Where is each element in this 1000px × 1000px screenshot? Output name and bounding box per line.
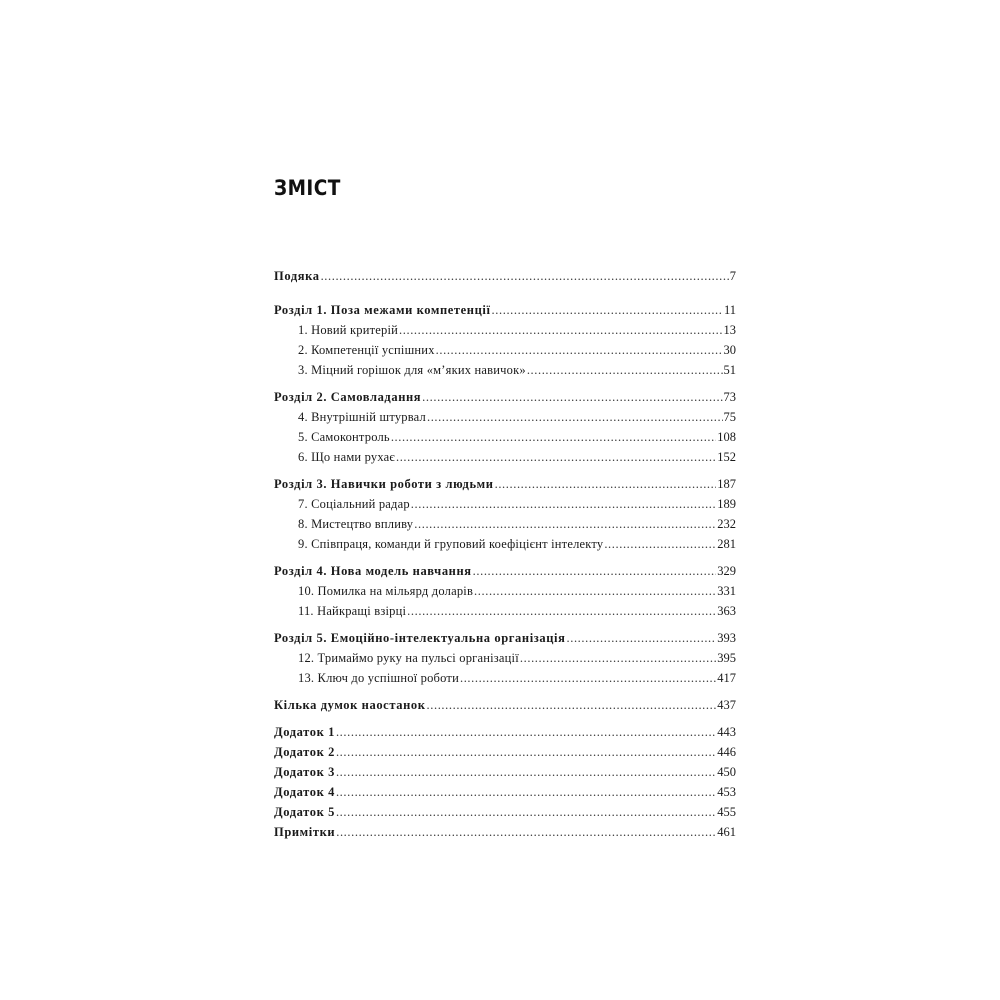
toc-entry-page-number: 450 xyxy=(717,765,736,779)
toc-dot-leader xyxy=(336,822,716,842)
toc-entry-title: 11. Найкращі взірці xyxy=(298,604,407,618)
toc-entry-page-number: 455 xyxy=(717,805,736,819)
toc-chapter-entry xyxy=(298,447,736,467)
toc-dot-leader xyxy=(520,648,716,668)
toc-entry-title: 8. Мистецтво впливу xyxy=(298,517,414,531)
toc-entry-title: 7. Соціальний радар xyxy=(298,497,410,511)
toc-chapter-entry xyxy=(298,534,736,554)
toc-entry-page-number: 453 xyxy=(717,785,736,799)
toc-dot-leader xyxy=(336,802,716,822)
toc-chapter-entry xyxy=(298,340,736,360)
toc-entry-title: Розділ 5. Емоційно-інтелектуальна організація xyxy=(274,631,566,645)
toc-entry-page-number: 187 xyxy=(717,477,736,491)
toc-entry-title: Розділ 1. Поза межами компетенції xyxy=(274,303,491,317)
toc-dot-leader xyxy=(495,474,717,494)
toc-entry-page-number: 232 xyxy=(717,517,736,531)
toc-chapter-entry xyxy=(298,427,736,447)
toc-dot-leader xyxy=(473,561,717,581)
toc-section-entry xyxy=(274,782,736,802)
toc-dot-leader xyxy=(414,514,716,534)
toc-section-entry xyxy=(274,742,736,762)
toc-section-entry xyxy=(274,628,736,648)
toc-dot-leader xyxy=(407,601,716,621)
toc-entry-page-number: 443 xyxy=(717,725,736,739)
toc-entry-title: 6. Що нами рухає xyxy=(298,450,395,464)
toc-section-entry xyxy=(274,802,736,822)
toc-dot-leader xyxy=(336,722,716,742)
toc-entry-title: 10. Помилка на мільярд доларів xyxy=(298,584,474,598)
toc-dot-leader xyxy=(411,494,716,514)
toc-section-entry xyxy=(274,387,736,407)
toc-entry-page-number: 281 xyxy=(717,537,736,551)
toc-dot-leader xyxy=(399,320,722,340)
toc-dot-leader xyxy=(436,340,723,360)
toc-dot-leader xyxy=(492,300,723,320)
toc-dot-leader xyxy=(422,387,722,407)
toc-section-entry xyxy=(274,822,736,842)
toc-entry-page-number: 446 xyxy=(717,745,736,759)
toc-entry-page-number: 11 xyxy=(723,303,736,317)
toc-entry-page-number: 393 xyxy=(717,631,736,645)
toc-section-entry xyxy=(274,561,736,581)
toc-entry-title: 2. Компетенції успішних xyxy=(298,343,435,357)
toc-dot-leader xyxy=(604,534,716,554)
toc-entry-page-number: 395 xyxy=(717,651,736,665)
toc-dot-leader xyxy=(336,742,716,762)
toc-section-entry xyxy=(274,722,736,742)
toc-entry-title: 1. Новий критерій xyxy=(298,323,399,337)
toc-entry-title: Додаток 1 xyxy=(274,725,335,739)
toc-dot-leader xyxy=(527,360,723,380)
toc-entry-title: Розділ 4. Нова модель навчання xyxy=(274,564,472,578)
toc-entry-page-number: 437 xyxy=(717,698,736,712)
toc-entry-page-number: 417 xyxy=(717,671,736,685)
toc-dot-leader xyxy=(391,427,716,447)
toc-dot-leader xyxy=(321,266,729,286)
toc-dot-leader xyxy=(427,407,723,427)
toc-entry-page-number: 331 xyxy=(717,584,736,598)
toc-heading: ЗМІСТ xyxy=(274,176,341,200)
toc-entry-title: 9. Співпраця, команди й груповий коефіцієнт інтелекту xyxy=(298,537,604,551)
toc-entry-title: Подяка xyxy=(274,269,320,283)
toc-entry-page-number: 152 xyxy=(717,450,736,464)
toc-chapter-entry xyxy=(298,514,736,534)
toc-entry-page-number: 329 xyxy=(717,564,736,578)
toc-chapter-entry xyxy=(298,360,736,380)
toc-dot-leader xyxy=(336,782,716,802)
toc-entry-title: Додаток 3 xyxy=(274,765,335,779)
toc-chapter-entry xyxy=(298,581,736,601)
toc-section-entry xyxy=(274,474,736,494)
toc-entry-title: Розділ 3. Навички роботи з людьми xyxy=(274,477,494,491)
toc-entry-title: 5. Самоконтроль xyxy=(298,430,390,444)
toc-entry-page-number: 75 xyxy=(723,410,736,424)
toc-entry-page-number: 108 xyxy=(717,430,736,444)
toc-entry-page-number: 51 xyxy=(723,363,736,377)
toc-section-entry xyxy=(274,762,736,782)
toc-dot-leader xyxy=(567,628,717,648)
toc-chapter-entry xyxy=(298,494,736,514)
toc-entry-page-number: 189 xyxy=(717,497,736,511)
toc-section-entry xyxy=(274,695,736,715)
toc-entry-page-number: 13 xyxy=(723,323,736,337)
toc-entry-page-number: 363 xyxy=(717,604,736,618)
toc-entry-title: 3. Міцний горішок для «м’яких навичок» xyxy=(298,363,526,377)
toc-entry-title: 12. Тримаймо руку на пульсі організації xyxy=(298,651,519,665)
toc-entry-page-number: 30 xyxy=(723,343,736,357)
toc-section-entry xyxy=(274,266,736,286)
toc-entry-title: Розділ 2. Самовладання xyxy=(274,390,422,404)
toc-entry-title: Додаток 5 xyxy=(274,805,335,819)
toc-section-entry xyxy=(274,300,736,320)
toc-entry-title: Додаток 2 xyxy=(274,745,335,759)
toc-entry-title: 13. Ключ до успішної роботи xyxy=(298,671,459,685)
toc-entry-page-number: 73 xyxy=(723,390,736,404)
toc-chapter-entry xyxy=(298,668,736,688)
toc-dot-leader xyxy=(460,668,716,688)
toc-entry-page-number: 461 xyxy=(717,825,736,839)
toc-dot-leader xyxy=(396,447,716,467)
toc-entry-page-number: 7 xyxy=(729,269,736,283)
toc-dot-leader xyxy=(336,762,716,782)
toc-dot-leader xyxy=(474,581,716,601)
toc-entry-title: Додаток 4 xyxy=(274,785,335,799)
toc-chapter-entry xyxy=(298,601,736,621)
toc-dot-leader xyxy=(427,695,717,715)
toc-chapter-entry xyxy=(298,648,736,668)
toc-entry-title: Кілька думок наостанок xyxy=(274,698,426,712)
toc-entry-title: Примітки xyxy=(274,825,336,839)
toc-entry-title: 4. Внутрішній штурвал xyxy=(298,410,426,424)
toc-chapter-entry xyxy=(298,407,736,427)
toc-chapter-entry xyxy=(298,320,736,340)
